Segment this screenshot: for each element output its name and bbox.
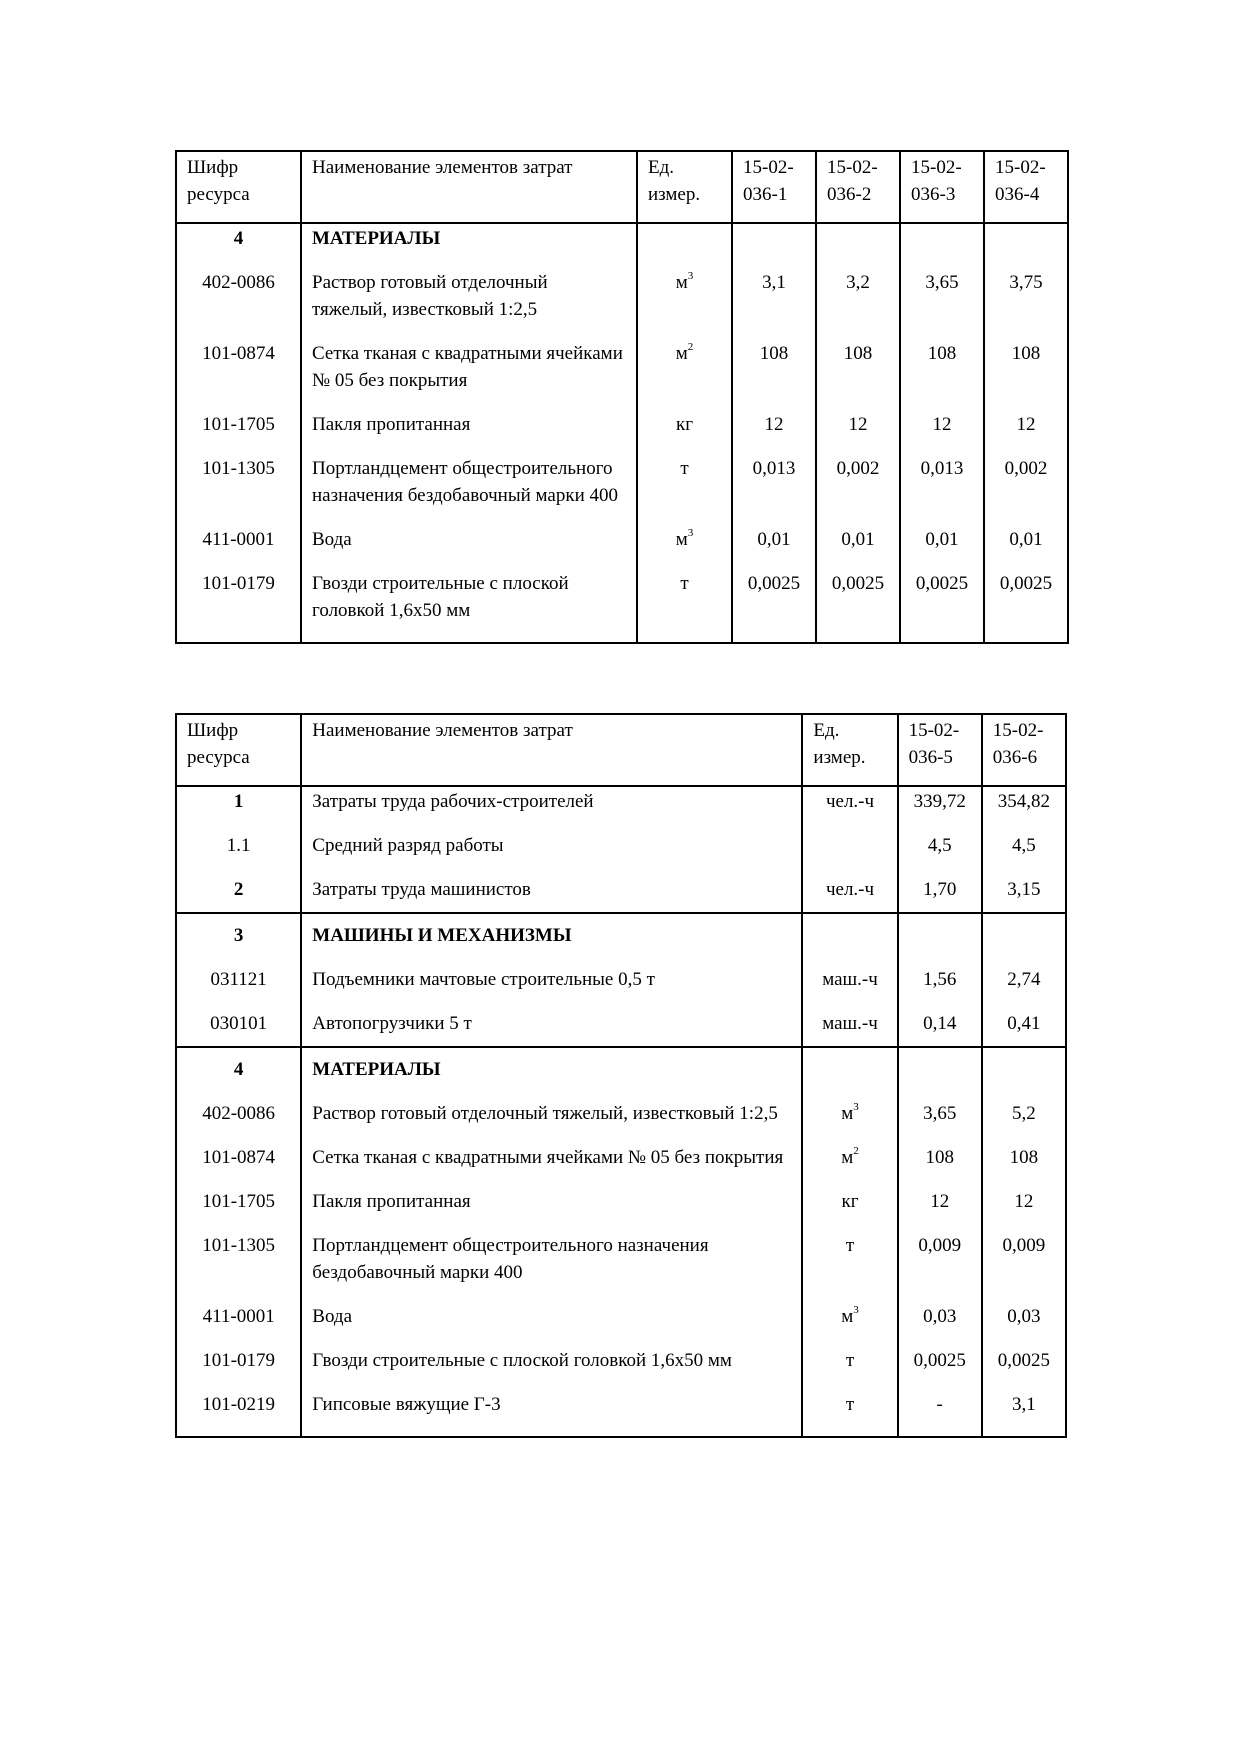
unit-exponent: 2 [853, 1144, 859, 1157]
unit-cell [802, 1339, 897, 1383]
unit-cell [802, 868, 897, 913]
header-col-2: 15-02-036-2 [816, 151, 900, 223]
unit-cell [637, 403, 732, 447]
resource-name: Вода [301, 518, 637, 562]
section-row [176, 913, 1066, 958]
resource-name: Автопогрузчики 5 т [301, 1002, 802, 1047]
norm-value: 0,14 [898, 1002, 982, 1047]
norm-value: 5,2 [982, 1092, 1066, 1136]
resource-name: Пакля пропитанная [301, 1180, 802, 1224]
norm-value: 0,009 [982, 1224, 1066, 1295]
resource-code: 101-0874 [176, 1136, 301, 1180]
norm-value: 0,0025 [982, 1339, 1066, 1383]
table-row [176, 868, 1066, 913]
table-row [176, 332, 1068, 403]
table-row [176, 403, 1068, 447]
resource-name: Гипсовые вяжущие Г-3 [301, 1383, 802, 1437]
unit-cell [802, 1092, 897, 1136]
unit-text: м [675, 529, 688, 550]
resource-table-2 [175, 713, 1067, 1438]
norm-value: 108 [900, 332, 984, 403]
norm-value: 0,013 [732, 447, 816, 518]
table-row [176, 562, 1068, 643]
table-row [176, 1295, 1066, 1339]
norm-value: 12 [984, 403, 1068, 447]
unit-text: т [845, 1350, 855, 1371]
norm-value: 108 [984, 332, 1068, 403]
resource-name: Гвозди строительные с плоской головкой 1,6х50 мм [301, 562, 637, 643]
unit-cell [637, 447, 732, 518]
table-row [176, 1002, 1066, 1047]
norm-value: 0,03 [898, 1295, 982, 1339]
unit-text: т [845, 1394, 855, 1415]
resource-table-1 [175, 150, 1069, 644]
norm-value: 3,75 [984, 261, 1068, 332]
norm-value: 12 [898, 1180, 982, 1224]
table-row [176, 1383, 1066, 1437]
resource-code: 101-1305 [176, 1224, 301, 1295]
norm-value: 4,5 [982, 824, 1066, 868]
norm-value: 339,72 [898, 786, 982, 824]
section-code: 4 [176, 223, 301, 261]
norm-value: 0,03 [982, 1295, 1066, 1339]
norm-value: 3,65 [898, 1092, 982, 1136]
resource-name: Портландцемент общестроительного назначения бездобавочный марки 400 [301, 447, 637, 518]
norm-value: 3,1 [982, 1383, 1066, 1437]
unit-cell [637, 518, 732, 562]
header-name: Наименование элементов затрат [301, 151, 637, 223]
resource-code: 101-0219 [176, 1383, 301, 1437]
norm-value: 0,009 [898, 1224, 982, 1295]
unit-cell [637, 562, 732, 643]
resource-code: 402-0086 [176, 261, 301, 332]
table-row [176, 1339, 1066, 1383]
table-row [176, 447, 1068, 518]
norm-value: 354,82 [982, 786, 1066, 824]
resource-code: 1.1 [176, 824, 301, 868]
resource-name: Вода [301, 1295, 802, 1339]
norm-value: 0,01 [732, 518, 816, 562]
unit-cell [802, 786, 897, 824]
unit-cell [802, 1136, 897, 1180]
section-title: МАШИНЫ И МЕХАНИЗМЫ [301, 913, 802, 958]
norm-value: 12 [900, 403, 984, 447]
resource-code: 101-0179 [176, 1339, 301, 1383]
unit-text: м [675, 272, 688, 293]
unit-text: чел.-ч [825, 791, 875, 812]
resource-code: 411-0001 [176, 1295, 301, 1339]
resource-name: Портландцемент общестроительного назначения бездобавочный марки 400 [301, 1224, 802, 1295]
section-row [176, 1047, 1066, 1092]
header-col-6: 15-02-036-6 [982, 714, 1066, 786]
header-unit: Ед. измер. [637, 151, 732, 223]
header-col-5: 15-02-036-5 [898, 714, 982, 786]
norm-value: 108 [732, 332, 816, 403]
header-col-1: 15-02-036-1 [732, 151, 816, 223]
section-row [176, 223, 1068, 261]
section-code: 3 [176, 913, 301, 958]
table-row [176, 1136, 1066, 1180]
unit-exponent: 3 [687, 526, 694, 539]
norm-value: 0,0025 [816, 562, 900, 643]
header-code: Шифр ресурса [176, 151, 301, 223]
norm-value: 3,15 [982, 868, 1066, 913]
unit-cell [802, 824, 897, 868]
norm-value: 0,0025 [898, 1339, 982, 1383]
table-header-row [176, 714, 1066, 786]
header-code: Шифр ресурса [176, 714, 301, 786]
resource-code: 2 [176, 868, 301, 913]
resource-code: 101-1305 [176, 447, 301, 518]
unit-exponent: 3 [687, 269, 694, 282]
norm-value: 3,1 [732, 261, 816, 332]
resource-code: 101-1705 [176, 403, 301, 447]
resource-code: 031121 [176, 958, 301, 1002]
resource-code: 101-0874 [176, 332, 301, 403]
unit-cell [802, 1383, 897, 1437]
resource-code: 1 [176, 786, 301, 824]
norm-value: 0,0025 [984, 562, 1068, 643]
table-row [176, 958, 1066, 1002]
section-code: 4 [176, 1047, 301, 1092]
unit-text: чел.-ч [825, 879, 875, 900]
norm-value: 108 [816, 332, 900, 403]
unit-cell [802, 958, 897, 1002]
norm-value: 12 [816, 403, 900, 447]
table-row [176, 1224, 1066, 1295]
section-title: МАТЕРИАЛЫ [301, 1047, 802, 1092]
unit-text: м [841, 1147, 854, 1168]
resource-name: Пакля пропитанная [301, 403, 637, 447]
norm-value: 0,0025 [732, 562, 816, 643]
resource-code: 030101 [176, 1002, 301, 1047]
unit-text: т [680, 573, 689, 594]
norm-value: - [898, 1383, 982, 1437]
resource-code: 101-1705 [176, 1180, 301, 1224]
unit-text: т [845, 1235, 855, 1256]
norm-value: 0,002 [816, 447, 900, 518]
resource-name: Средний разряд работы [301, 824, 802, 868]
header-col-4: 15-02-036-4 [984, 151, 1068, 223]
unit-text: м [841, 1103, 854, 1124]
unit-exponent: 2 [687, 340, 694, 353]
unit-cell [637, 332, 732, 403]
table-header-row [176, 151, 1068, 223]
unit-cell [802, 1295, 897, 1339]
norm-value: 3,2 [816, 261, 900, 332]
table-row [176, 786, 1066, 824]
norm-value: 0,01 [984, 518, 1068, 562]
resource-code: 411-0001 [176, 518, 301, 562]
unit-cell [802, 1002, 897, 1047]
table-row [176, 824, 1066, 868]
unit-text: кг [841, 1191, 859, 1212]
norm-value: 0,0025 [900, 562, 984, 643]
norm-value: 4,5 [898, 824, 982, 868]
unit-exponent: 3 [853, 1303, 859, 1316]
resource-name: Гвозди строительные с плоской головкой 1,6х50 мм [301, 1339, 802, 1383]
table-row [176, 1092, 1066, 1136]
resource-code: 402-0086 [176, 1092, 301, 1136]
header-col-3: 15-02-036-3 [900, 151, 984, 223]
norm-value: 3,65 [900, 261, 984, 332]
norm-value: 108 [898, 1136, 982, 1180]
unit-text: т [680, 458, 689, 479]
header-unit: Ед. измер. [802, 714, 897, 786]
resource-code: 101-0179 [176, 562, 301, 643]
unit-text: маш.-ч [822, 969, 878, 990]
norm-value: 12 [732, 403, 816, 447]
unit-text: кг [675, 414, 694, 435]
unit-cell [802, 1180, 897, 1224]
resource-name: Сетка тканая с квадратными ячейками № 05 без покрытия [301, 332, 637, 403]
resource-name: Раствор готовый отделочный тяжелый, известковый 1:2,5 [301, 1092, 802, 1136]
resource-name: Затраты труда машинистов [301, 868, 802, 913]
unit-text: м [841, 1306, 854, 1327]
norm-value: 108 [982, 1136, 1066, 1180]
norm-value: 1,56 [898, 958, 982, 1002]
norm-value: 12 [982, 1180, 1066, 1224]
unit-cell [637, 261, 732, 332]
unit-cell [802, 1224, 897, 1295]
table-row [176, 1180, 1066, 1224]
unit-text: маш.-ч [822, 1013, 878, 1034]
resource-name: Раствор готовый отделочный тяжелый, известковый 1:2,5 [301, 261, 637, 332]
unit-exponent: 3 [853, 1100, 859, 1113]
section-title: МАТЕРИАЛЫ [301, 223, 637, 261]
resource-name: Подъемники мачтовые строительные 0,5 т [301, 958, 802, 1002]
table-row [176, 518, 1068, 562]
resource-name: Сетка тканая с квадратными ячейками № 05 без покрытия [301, 1136, 802, 1180]
norm-value: 0,41 [982, 1002, 1066, 1047]
unit-text: м [675, 343, 688, 364]
table-row [176, 261, 1068, 332]
norm-value: 0,002 [984, 447, 1068, 518]
norm-value: 0,013 [900, 447, 984, 518]
norm-value: 2,74 [982, 958, 1066, 1002]
norm-value: 0,01 [816, 518, 900, 562]
norm-value: 0,01 [900, 518, 984, 562]
resource-name: Затраты труда рабочих-строителей [301, 786, 802, 824]
header-name: Наименование элементов затрат [301, 714, 802, 786]
norm-value: 1,70 [898, 868, 982, 913]
